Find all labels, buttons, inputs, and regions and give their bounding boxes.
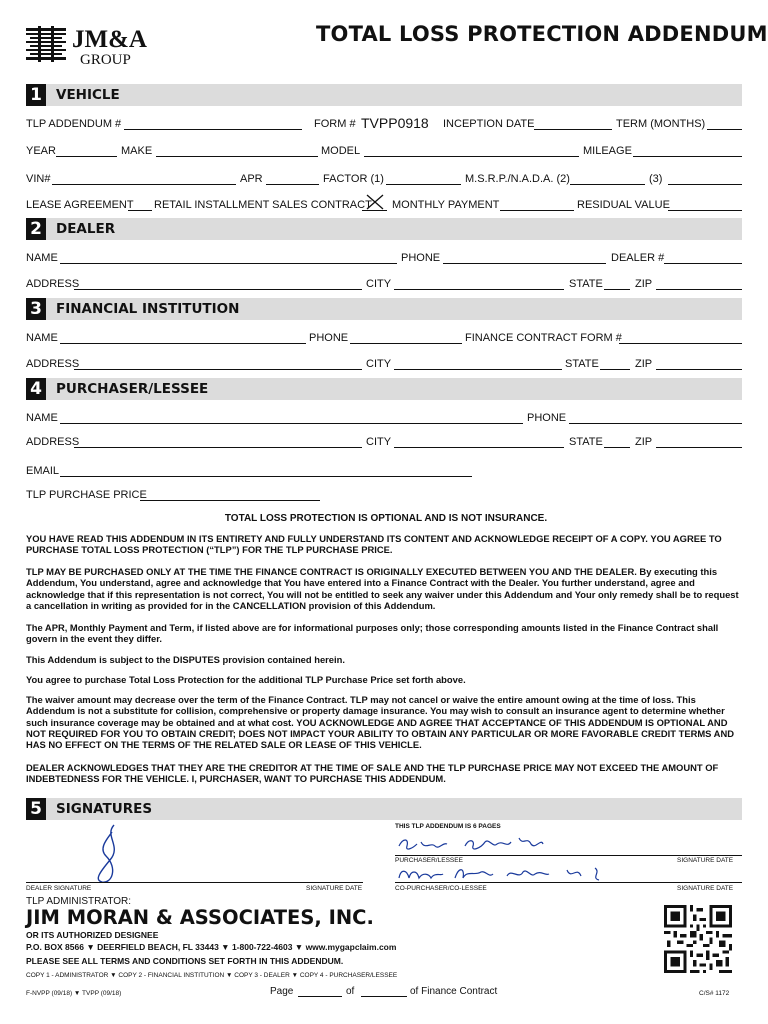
cs-code: C/S# 1172 (699, 990, 730, 997)
year-label: YEAR (26, 145, 56, 157)
page-total-field[interactable] (361, 996, 407, 997)
value-3-label: (3) (649, 173, 663, 185)
tlp-administrator-label: TLP ADMINISTRATOR: (26, 896, 132, 907)
tlp-purchase-price-label: TLP PURCHASE PRICE (26, 489, 147, 501)
lease-agreement-label: LEASE AGREEMENT (26, 199, 134, 211)
msrp-nada-label: M.S.R.P./N.A.D.A. (2) (465, 173, 570, 185)
finance-address-label: ADDRESS (26, 358, 80, 370)
dealer-zip-label: ZIP (635, 278, 653, 290)
finance-address-field[interactable] (74, 369, 362, 370)
lease-agreement-checkbox-line[interactable] (128, 210, 152, 211)
terms-paragraph-1: YOU HAVE READ THIS ADDENDUM IN ITS ENTIRETY AND FULLY UNDERSTAND ITS CONTENT AND ACKNOWLEDGE RECEIPT OF A COPY. YOU AGREE TO PURCHASE TOTAL LOSS PROTECTION (“TLP”) FOR THE TLP PURCHASE PRICE. (26, 533, 722, 556)
year-field[interactable] (56, 156, 117, 157)
make-field[interactable] (156, 156, 318, 157)
dealer-number-field[interactable] (664, 263, 742, 264)
section-title: FINANCIAL INSTITUTION (56, 301, 240, 317)
monthly-payment-label: MONTHLY PAYMENT (392, 199, 500, 211)
factor-field[interactable] (386, 184, 461, 185)
jma-group-logo (24, 22, 154, 68)
purchaser-signature-line[interactable] (395, 855, 742, 856)
form-number-value: TVPP0918 (361, 115, 429, 131)
section-number: 2 (26, 218, 46, 240)
administrator-address: P.O. BOX 8566 ▼ DEERFIELD BEACH, FL 33443 ▼ 1-800-722-4603 ▼ www.mygapclaim.com (26, 942, 397, 952)
mileage-field[interactable] (633, 156, 742, 157)
co-purchaser-signature-date-label: SIGNATURE DATE (677, 885, 734, 892)
model-label: MODEL (321, 145, 361, 157)
vin-label: VIN# (26, 173, 51, 185)
make-label: MAKE (121, 145, 153, 157)
authorized-designee: OR ITS AUTHORIZED DESIGNEE (26, 930, 159, 940)
of-finance-contract-label: of Finance Contract (410, 986, 498, 997)
purchaser-city-field[interactable] (394, 447, 564, 448)
dealer-address-field[interactable] (74, 289, 362, 290)
model-field[interactable] (364, 156, 579, 157)
finance-phone-field[interactable] (350, 343, 462, 344)
terms-paragraph-7: DEALER ACKNOWLEDGES THAT THEY ARE THE CREDITOR AT THE TIME OF SALE AND THE TLP PURCHASE PRICE MAY NOT EXCEED THE AMOUNT OF INDEBTEDNESS FOR THE VEHICLE. I, PURCHASER, WANT TO PURCHASE THIS ADDENDUM. (26, 762, 719, 785)
terms-paragraph-6: The waiver amount may decrease over the term of the Finance Contract. TLP may not cancel or waive the entire amount owing at the time of loss. This Addendum is not a substitute for collision, comprehensive or property damage insurance. You may wish to consult an insurance agent to determine whether such insurance coverage may be obtained and at what cost. YOU ACKNOWLEDGE AND AGREE THAT ACCEPTANCE OF THIS ADDENDUM IS OPTIONAL AND NOT REQUIRED FOR YOU TO OBTAIN CREDIT; DOES NOT IMPACT YOUR ABILITY TO OBTAIN ANY PARTICULAR OR MORE FAVORABLE CREDIT TERMS AND HAS NO EFFECT ON THE TERMS OF THE RELATED SALE OR LEASE OF THIS VEHICLE. (26, 694, 734, 751)
purchaser-zip-field[interactable] (656, 447, 742, 448)
finance-contract-form-field[interactable] (619, 343, 742, 344)
section-number: 4 (26, 378, 46, 400)
dealer-number-label: DEALER # (611, 252, 665, 264)
document-title: TOTAL LOSS PROTECTION ADDENDUM (316, 22, 768, 46)
see-all-terms: PLEASE SEE ALL TERMS AND CONDITIONS SET FORTH IN THIS ADDENDUM. (26, 956, 344, 966)
form-label: FORM # (314, 118, 356, 130)
copy-distribution: COPY 1 - ADMINISTRATOR ▼ COPY 2 - FINANCIAL INSTITUTION ▼ COPY 3 - DEALER ▼ COPY 4 - PURCHASER/LESSEE (26, 972, 398, 979)
residual-value-label: RESIDUAL VALUE (577, 199, 670, 211)
purchaser-email-label: EMAIL (26, 465, 60, 477)
dealer-state-field[interactable] (604, 289, 630, 290)
purchaser-phone-label: PHONE (527, 412, 567, 424)
dealer-zip-field[interactable] (656, 289, 742, 290)
dealer-city-field[interactable] (394, 289, 564, 290)
dealer-signature-line[interactable] (26, 882, 363, 883)
finance-state-label: STATE (565, 358, 599, 370)
terms-paragraph-2: TLP MAY BE PURCHASED ONLY AT THE TIME THE FINANCE CONTRACT IS ORIGINALLY EXECUTED BETWEEN YOU AND THE DEALER. By executing this Addendum, You understand, agree and acknowledge that You have entered into a Finance Contract with the Dealer. You further understand, agree and acknowledge that if this representation is not correct, You will not be entitled to seek any waiver under this Addendum and Your only remedy shall be to request a cancellation in writing as provided for in the CANCELLATION provision of this Addendum. (26, 566, 739, 611)
section-3-header (26, 298, 742, 320)
purchaser-name-label: NAME (26, 412, 58, 424)
inception-date-label: INCEPTION DATE (443, 118, 535, 130)
finance-name-field[interactable] (60, 343, 306, 344)
finance-city-field[interactable] (394, 369, 562, 370)
finance-zip-label: ZIP (635, 358, 653, 370)
section-title: DEALER (56, 221, 116, 237)
tlp-addendum-label: TLP ADDENDUM # (26, 118, 122, 130)
tlp-purchase-price-field[interactable] (140, 500, 320, 501)
qr-code-icon (664, 905, 732, 973)
apr-label: APR (240, 173, 263, 185)
pages-note: THIS TLP ADDENDUM IS 6 PAGES (395, 823, 501, 830)
msrp-nada-field[interactable] (570, 184, 645, 185)
finance-zip-field[interactable] (656, 369, 742, 370)
finance-phone-label: PHONE (309, 332, 349, 344)
section-number: 1 (26, 84, 46, 106)
purchaser-zip-label: ZIP (635, 436, 653, 448)
section-title: PURCHASER/LESSEE (56, 381, 209, 397)
logo-text-bottom: GROUP (80, 52, 131, 68)
purchaser-signature-date-label: SIGNATURE DATE (677, 857, 734, 864)
section-2-header (26, 218, 742, 240)
co-purchaser-label: CO-PURCHASER/CO-LESSEE (395, 885, 487, 892)
dealer-signature-mark (88, 822, 134, 886)
purchaser-phone-field[interactable] (569, 423, 742, 424)
terms-paragraph-5: You agree to purchase Total Loss Protection for the additional TLP Purchase Price set forth above. (26, 674, 466, 685)
co-purchaser-signature-line[interactable] (395, 882, 742, 883)
purchaser-lessee-label: PURCHASER/LESSEE (395, 857, 463, 864)
retail-installment-label: RETAIL INSTALLMENT SALES CONTRACT (154, 199, 372, 211)
tlp-addendum-field[interactable] (124, 129, 302, 130)
monthly-payment-field[interactable] (500, 210, 574, 211)
section-title: SIGNATURES (56, 801, 153, 817)
term-months-field[interactable] (707, 129, 742, 130)
page-label: Page (270, 986, 294, 997)
form-codes: F-NVPP (09/18) ▼ TVPP (09/18) (26, 990, 122, 997)
logo-text-top: JM&A (72, 26, 147, 53)
purchaser-signature-mark (395, 832, 555, 856)
section-5-header (26, 798, 742, 820)
dealer-state-label: STATE (569, 278, 603, 290)
mileage-label: MILEAGE (583, 145, 632, 157)
finance-state-field[interactable] (600, 369, 630, 370)
apr-field[interactable] (266, 184, 319, 185)
purchaser-address-label: ADDRESS (26, 436, 80, 448)
factor-label: FACTOR (1) (323, 173, 384, 185)
terms-paragraph-4: This Addendum is subject to the DISPUTES provision contained herein. (26, 654, 345, 665)
terms-paragraph-3: The APR, Monthly Payment and Term, if listed above are for informational purposes only; those corresponding amounts listed in the Finance Contract shall govern in the event they differ. (26, 622, 719, 645)
page-number-field[interactable] (298, 996, 342, 997)
purchaser-city-label: CITY (366, 436, 392, 448)
section-1-header (26, 84, 742, 106)
value-3-field[interactable] (668, 184, 742, 185)
section-number: 3 (26, 298, 46, 320)
x-mark-icon (365, 193, 385, 211)
dealer-name-label: NAME (26, 252, 58, 264)
section-number: 5 (26, 798, 46, 820)
dealer-phone-label: PHONE (401, 252, 441, 264)
dealer-address-label: ADDRESS (26, 278, 80, 290)
dealer-signature-label: DEALER SIGNATURE (26, 885, 92, 892)
dealer-name-field[interactable] (60, 263, 397, 264)
dealer-city-label: CITY (366, 278, 392, 290)
purchaser-address-field[interactable] (74, 447, 362, 448)
residual-value-field[interactable] (668, 210, 742, 211)
vin-field[interactable] (52, 184, 236, 185)
dealer-signature-date-label: SIGNATURE DATE (306, 885, 363, 892)
purchaser-name-field[interactable] (60, 423, 523, 424)
optional-notice: TOTAL LOSS PROTECTION IS OPTIONAL AND IS NOT INSURANCE. (224, 513, 548, 524)
purchaser-state-field[interactable] (604, 447, 630, 448)
section-4-header (26, 378, 742, 400)
section-title: VEHICLE (56, 87, 120, 103)
finance-city-label: CITY (366, 358, 392, 370)
purchaser-state-label: STATE (569, 436, 603, 448)
page-of-label: of (346, 986, 355, 997)
purchaser-email-field[interactable] (60, 476, 472, 477)
inception-date-field[interactable] (534, 129, 612, 130)
finance-name-label: NAME (26, 332, 58, 344)
term-months-label: TERM (MONTHS) (616, 118, 706, 130)
administrator-name: JIM MORAN & ASSOCIATES, INC. (26, 906, 374, 929)
finance-contract-form-label: FINANCE CONTRACT FORM # (465, 332, 622, 344)
dealer-phone-field[interactable] (443, 263, 606, 264)
